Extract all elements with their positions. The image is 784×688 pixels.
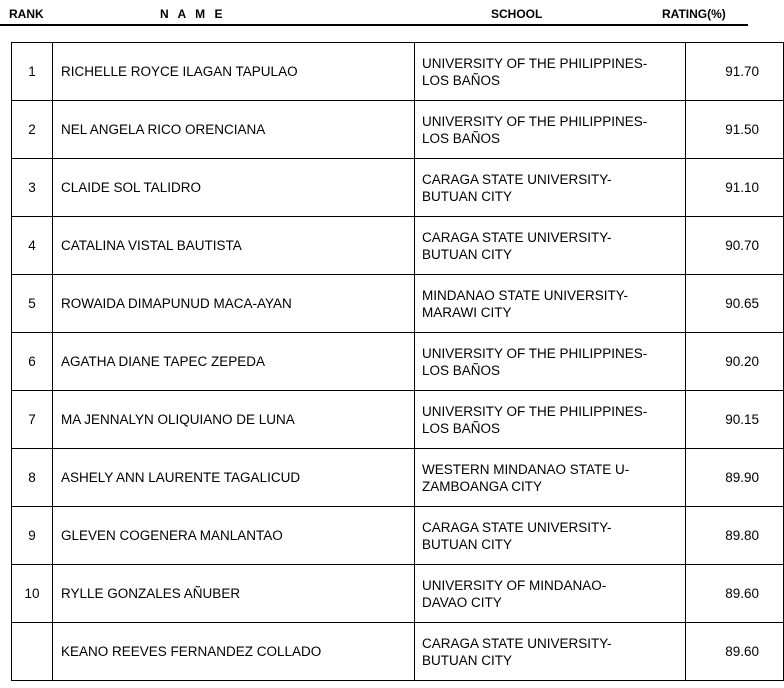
school-line-2: BUTUAN CITY (422, 188, 513, 204)
school-line-1: UNIVERSITY OF THE PHILIPPINES- (422, 113, 648, 129)
rank-cell: 2 (12, 101, 53, 159)
header-school: SCHOOL (491, 7, 543, 21)
school-cell (415, 159, 686, 217)
rating-cell: 90.15 (686, 391, 784, 449)
table-row (12, 565, 784, 623)
rating-cell: 90.20 (686, 333, 784, 391)
header-name: N A M E (160, 7, 226, 21)
rank-cell: 8 (12, 449, 53, 507)
school-line-2: LOS BAÑOS (422, 130, 501, 146)
rank-cell: 10 (12, 565, 53, 623)
school-line-1: UNIVERSITY OF THE PHILIPPINES- (422, 403, 648, 419)
header-rank: RANK (9, 7, 44, 21)
table-row (12, 43, 784, 101)
rank-cell: 7 (12, 391, 53, 449)
table-row (12, 101, 784, 159)
name-cell: MA JENNALYN OLIQUIANO DE LUNA (53, 391, 415, 449)
school-line-1: UNIVERSITY OF THE PHILIPPINES- (422, 55, 648, 71)
rank-cell: 5 (12, 275, 53, 333)
rating-cell: 90.70 (686, 217, 784, 275)
rank-cell: 3 (12, 159, 53, 217)
school-line-2: MARAWI CITY (422, 304, 512, 320)
table-row (12, 275, 784, 333)
school-cell (415, 449, 686, 507)
rating-cell: 91.10 (686, 159, 784, 217)
school-cell (415, 101, 686, 159)
school-line-2: LOS BAÑOS (422, 72, 501, 88)
school-cell (415, 333, 686, 391)
rating-cell: 91.70 (686, 43, 784, 101)
school-line-1: CARAGA STATE UNIVERSITY- (422, 171, 612, 187)
rank-cell: 1 (12, 43, 53, 101)
name-cell: GLEVEN COGENERA MANLANTAO (53, 507, 415, 565)
rank-cell: 6 (12, 333, 53, 391)
table-row (12, 333, 784, 391)
school-line-2: LOS BAÑOS (422, 362, 501, 378)
name-cell: ASHELY ANN LAURENTE TAGALICUD (53, 449, 415, 507)
header-rating: RATING(%) (662, 7, 726, 21)
table-row (12, 449, 784, 507)
table-row (12, 159, 784, 217)
rank-cell: 4 (12, 217, 53, 275)
results-table (11, 42, 784, 681)
school-line-1: UNIVERSITY OF MINDANAO- (422, 577, 607, 593)
rating-cell: 89.90 (686, 449, 784, 507)
school-line-1: WESTERN MINDANAO STATE U- (422, 461, 630, 477)
school-line-1: CARAGA STATE UNIVERSITY- (422, 229, 612, 245)
school-line-1: CARAGA STATE UNIVERSITY- (422, 519, 612, 535)
table-row (12, 507, 784, 565)
school-line-2: ZAMBOANGA CITY (422, 478, 543, 494)
name-cell: AGATHA DIANE TAPEC ZEPEDA (53, 333, 415, 391)
school-cell (415, 275, 686, 333)
name-cell: NEL ANGELA RICO ORENCIANA (53, 101, 415, 159)
school-cell (415, 217, 686, 275)
school-line-1: UNIVERSITY OF THE PHILIPPINES- (422, 345, 648, 361)
rating-cell: 91.50 (686, 101, 784, 159)
school-line-2: DAVAO CITY (422, 594, 502, 610)
column-header-bar (0, 0, 748, 26)
name-cell: RYLLE GONZALES AÑUBER (53, 565, 415, 623)
name-cell: ROWAIDA DIMAPUNUD MACA-AYAN (53, 275, 415, 333)
rank-cell: 9 (12, 507, 53, 565)
school-line-2: LOS BAÑOS (422, 420, 501, 436)
name-cell: KEANO REEVES FERNANDEZ COLLADO (53, 623, 415, 681)
school-line-2: BUTUAN CITY (422, 536, 513, 552)
name-cell: CATALINA VISTAL BAUTISTA (53, 217, 415, 275)
school-cell (415, 623, 686, 681)
school-line-2: BUTUAN CITY (422, 652, 513, 668)
results-table-body (12, 43, 784, 681)
rating-cell: 90.65 (686, 275, 784, 333)
table-row (12, 217, 784, 275)
rating-cell: 89.60 (686, 623, 784, 681)
rating-cell: 89.60 (686, 565, 784, 623)
table-row (12, 391, 784, 449)
school-line-1: MINDANAO STATE UNIVERSITY- (422, 287, 629, 303)
school-cell (415, 507, 686, 565)
school-cell (415, 565, 686, 623)
school-line-2: BUTUAN CITY (422, 246, 513, 262)
rank-cell (12, 623, 53, 681)
rating-cell: 89.80 (686, 507, 784, 565)
school-cell (415, 43, 686, 101)
table-row (12, 623, 784, 681)
name-cell: CLAIDE SOL TALIDRO (53, 159, 415, 217)
name-cell: RICHELLE ROYCE ILAGAN TAPULAO (53, 43, 415, 101)
school-cell (415, 391, 686, 449)
school-line-1: CARAGA STATE UNIVERSITY- (422, 635, 612, 651)
